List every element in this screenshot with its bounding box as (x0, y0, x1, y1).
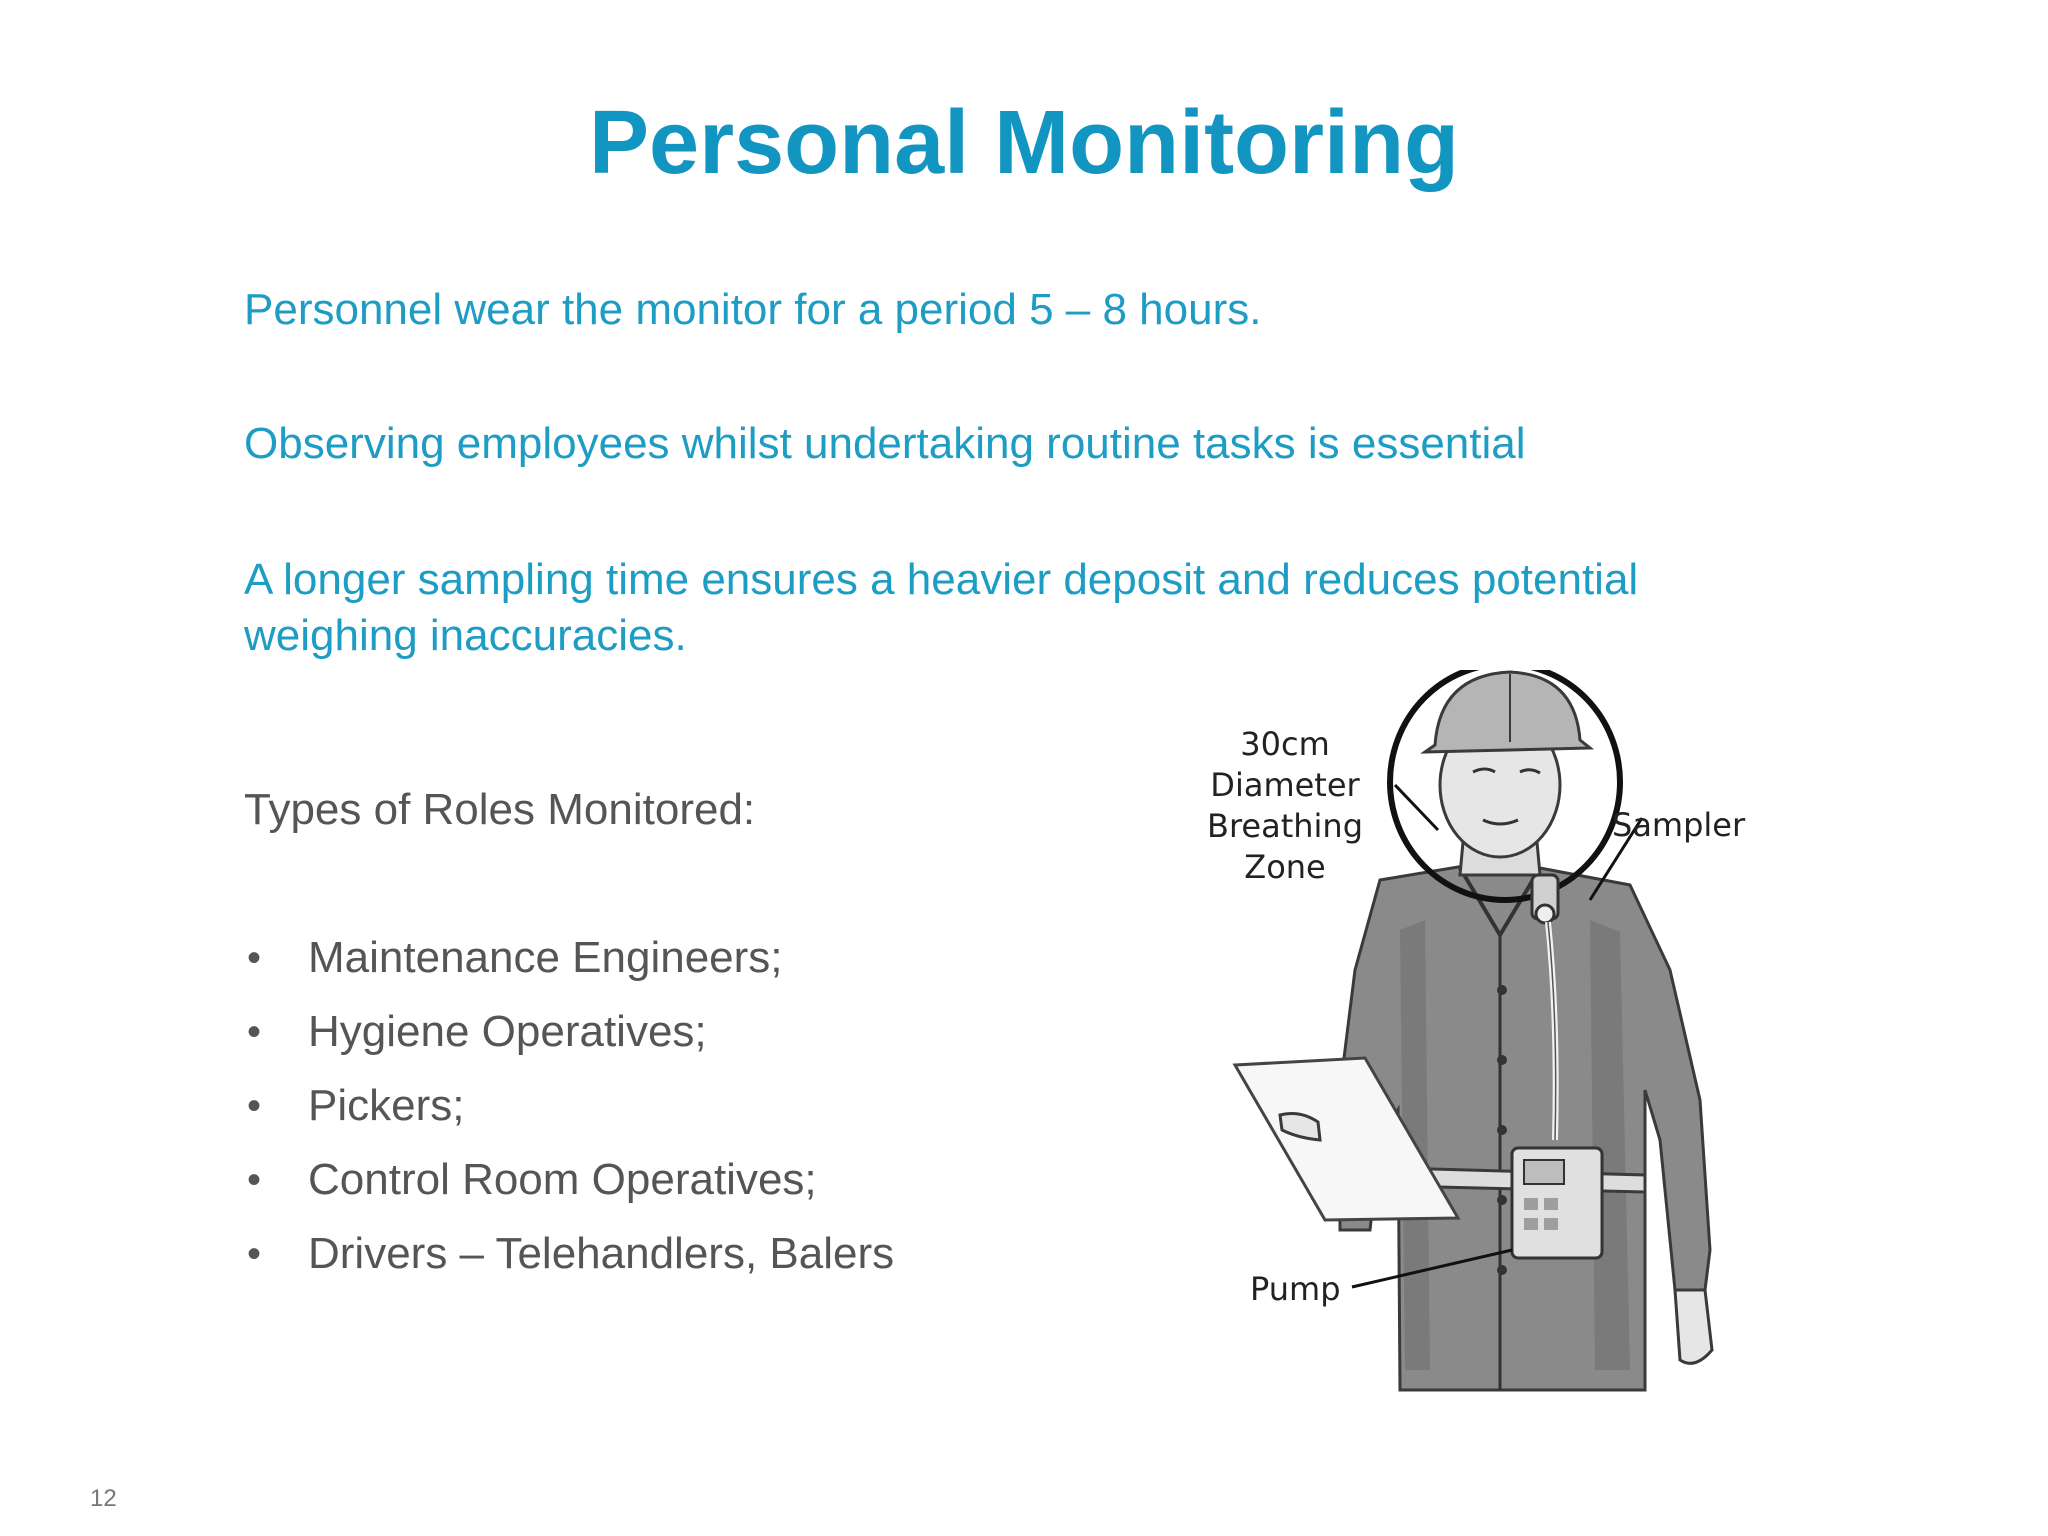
role-label: Drivers – Telehandlers, Balers (308, 1229, 895, 1278)
roles-heading: Types of Roles Monitored: (244, 785, 756, 834)
bullet-icon: • (246, 1010, 261, 1054)
slide-number: 12 (90, 1485, 117, 1512)
list-item (244, 1078, 894, 1152)
role-label: Maintenance Engineers; (308, 933, 783, 982)
bullet-icon: • (246, 1158, 261, 1202)
pump-label: Pump (1250, 1270, 1341, 1308)
roles-list (244, 930, 894, 1300)
worker-illustration (1190, 670, 1790, 1430)
breathing-zone-label-line4: Zone (1244, 848, 1326, 886)
paragraph-monitor-period: Personnel wear the monitor for a period 5 – 8 hours. (244, 285, 1262, 334)
list-item (244, 1226, 894, 1300)
breathing-zone-label-line1: 30cm (1240, 725, 1330, 763)
breathing-zone-label-line2: Diameter (1210, 766, 1360, 804)
sampler-label: Sampler (1612, 806, 1746, 844)
paragraph-observing-employees: Observing employees whilst undertaking routine tasks is essential (244, 419, 1526, 468)
list-item (244, 1152, 894, 1226)
list-item (244, 930, 894, 1004)
bullet-icon: • (246, 1232, 261, 1276)
slide-title: Personal Monitoring (588, 93, 1460, 193)
paragraph-sampling-time: A longer sampling time ensures a heavier deposit and reduces potential weighing inaccuracies. (244, 555, 1639, 660)
role-label: Control Room Operatives; (308, 1155, 817, 1204)
bullet-icon: • (246, 1084, 261, 1128)
role-label: Pickers; (308, 1081, 465, 1130)
list-item (244, 1004, 894, 1078)
breathing-zone-label-line3: Breathing (1206, 807, 1364, 845)
role-label: Hygiene Operatives; (308, 1007, 707, 1056)
bullet-icon: • (246, 936, 261, 980)
